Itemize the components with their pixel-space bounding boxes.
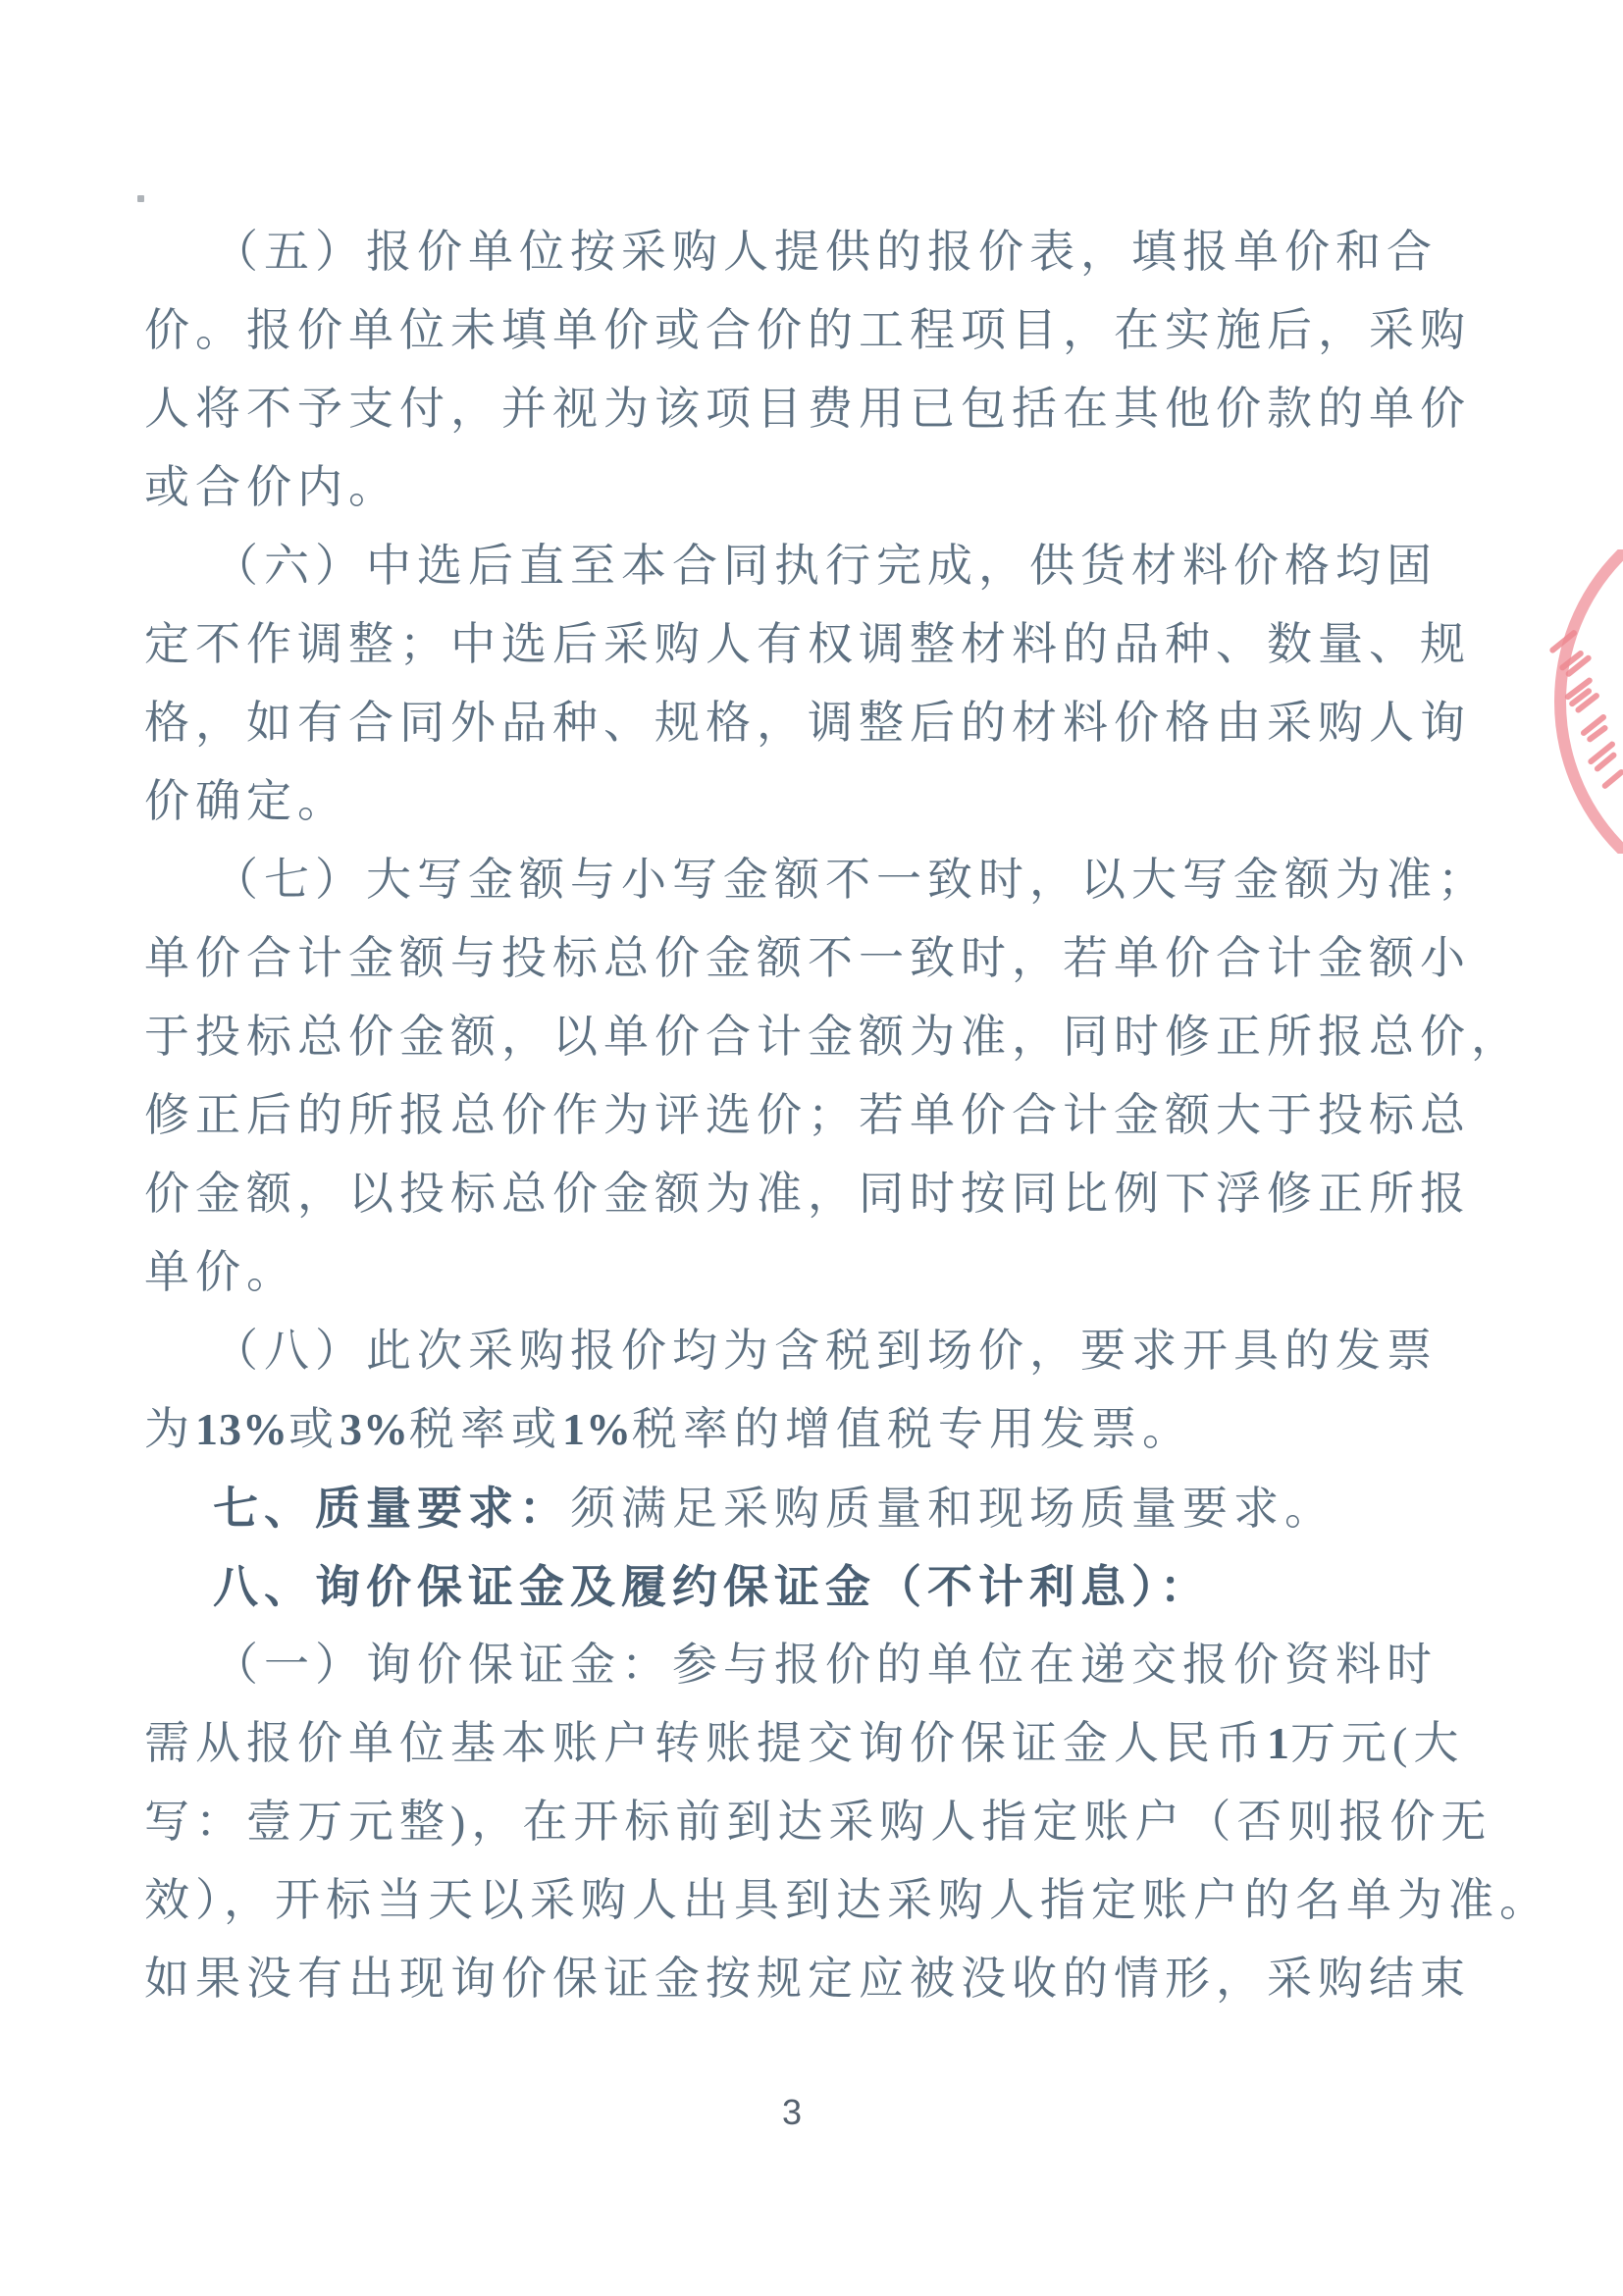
text-segment: 单价合计金额与投标总价金额不一致时，若单价合计金额小 xyxy=(144,933,1471,983)
text-line xyxy=(144,1469,1538,1547)
text-line xyxy=(144,1076,1538,1155)
text-segment: 或 xyxy=(288,1404,340,1454)
text-segment: 1 xyxy=(1267,1718,1290,1768)
text-line xyxy=(144,1783,1538,1861)
text-line xyxy=(144,841,1538,919)
text-segment: 须满足采购质量和现场质量要求。 xyxy=(570,1484,1335,1534)
text-segment: 单价。 xyxy=(144,1247,297,1297)
page-number: 3 xyxy=(781,2092,803,2132)
text-line xyxy=(144,684,1538,762)
text-line xyxy=(144,1547,1538,1626)
text-segment: 为 xyxy=(144,1404,195,1454)
text-segment: 八、询价保证金及履约保证金（不计利息）： xyxy=(213,1561,1211,1612)
text-line xyxy=(144,448,1538,527)
text-segment: 1% xyxy=(562,1404,632,1454)
text-line xyxy=(144,1940,1538,2018)
text-line xyxy=(144,370,1538,448)
red-seal-stamp xyxy=(1541,549,1623,854)
text-segment: 或合价内。 xyxy=(144,462,399,512)
text-line xyxy=(144,919,1538,998)
text-segment: 写：壹万元整)，在开标前到达采购人指定账户（否则报价无 xyxy=(144,1797,1492,1847)
stamp-glyph-fragments xyxy=(1541,549,1623,854)
text-line xyxy=(144,1312,1538,1390)
text-segment: （五）报价单位按采购人提供的报价表，填报单价和合 xyxy=(213,227,1438,277)
text-segment: 价金额，以投标总价金额为准，同时按同比例下浮修正所报 xyxy=(144,1169,1471,1219)
text-line xyxy=(144,1155,1538,1233)
text-segment: 于投标总价金额，以单价合计金额为准，同时修正所报总价， xyxy=(144,1012,1522,1062)
text-line xyxy=(144,291,1538,370)
text-segment: （八）此次采购报价均为含税到场价，要求开具的发票 xyxy=(213,1326,1438,1376)
text-segment: 3% xyxy=(340,1404,409,1454)
text-line xyxy=(144,213,1538,291)
scan-artifact-speck xyxy=(137,195,144,202)
text-line xyxy=(144,762,1538,841)
text-segment: 如果没有出现询价保证金按规定应被没收的情形，采购结束 xyxy=(144,1954,1471,2004)
text-segment: 格，如有合同外品种、规格，调整后的材料价格由采购人询 xyxy=(144,698,1471,748)
text-segment: 需从报价单位基本账户转账提交询价保证金人民币 xyxy=(144,1718,1267,1768)
text-line xyxy=(144,1390,1538,1469)
text-segment: 效），开标当天以采购人出具到达采购人指定账户的名单为准。 xyxy=(144,1875,1550,1925)
text-segment: （一）询价保证金：参与报价的单位在递交报价资料时 xyxy=(213,1640,1438,1690)
text-line xyxy=(144,527,1538,605)
text-line xyxy=(144,1626,1538,1704)
text-segment: 万元(大 xyxy=(1290,1718,1465,1768)
text-line xyxy=(144,1704,1538,1783)
text-line xyxy=(144,1861,1550,1940)
text-line xyxy=(144,1233,1538,1312)
text-segment: （六）中选后直至本合同执行完成，供货材料价格均固 xyxy=(213,541,1438,591)
text-segment: 价确定。 xyxy=(144,776,348,826)
text-segment: 13% xyxy=(195,1404,288,1454)
text-segment: 修正后的所报总价作为评选价；若单价合计金额大于投标总 xyxy=(144,1090,1471,1140)
text-segment: 价。报价单位未填单价或合价的工程项目，在实施后，采购 xyxy=(144,305,1471,355)
text-segment: （七）大写金额与小写金额不一致时，以大写金额为准； xyxy=(213,855,1489,905)
document-text-block xyxy=(144,213,1550,2018)
text-segment: 定不作调整；中选后采购人有权调整材料的品种、数量、规 xyxy=(144,619,1471,669)
text-segment: 人将不予支付，并视为该项目费用已包括在其他价款的单价 xyxy=(144,384,1471,434)
text-segment: 税率的增值税专用发票。 xyxy=(632,1404,1193,1454)
text-segment: 税率或 xyxy=(409,1404,562,1454)
text-line xyxy=(144,605,1538,684)
text-line xyxy=(144,998,1538,1076)
text-segment: 七、质量要求： xyxy=(213,1483,570,1534)
